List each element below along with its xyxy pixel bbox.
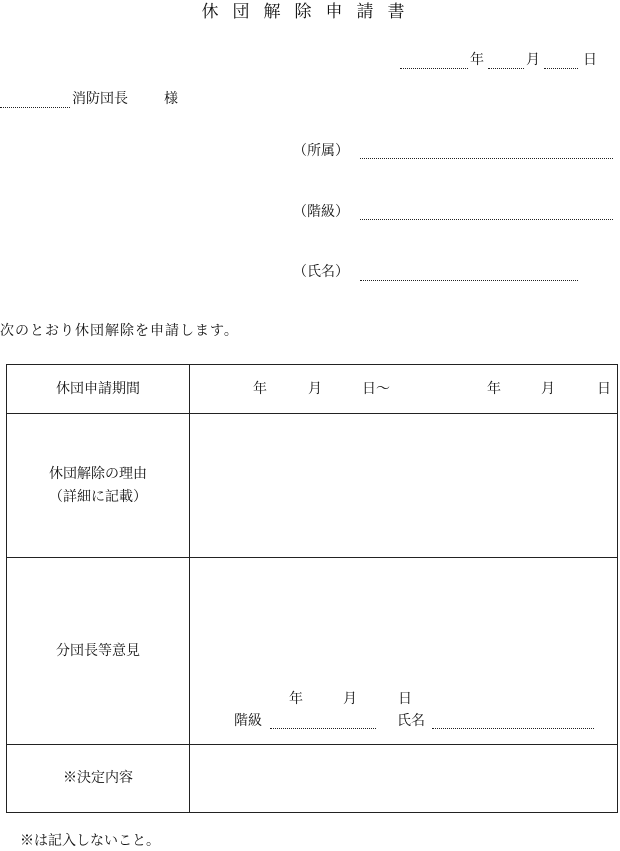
document-title: 休団解除申請書	[201, 2, 419, 22]
period-row	[7, 365, 618, 414]
period-from-day: 日〜	[362, 381, 390, 397]
opinion-name-label: 氏名	[397, 713, 425, 729]
opinion-field[interactable]	[190, 558, 618, 745]
decision-field	[190, 745, 618, 813]
opinion-rank-field[interactable]	[270, 728, 376, 729]
decision-label: ※決定内容	[7, 745, 190, 813]
date-day-label: 日	[583, 52, 597, 68]
addressee-field[interactable]	[0, 107, 70, 108]
opinion-rank-label: 階級	[234, 713, 262, 729]
period-from-month: 月	[308, 381, 322, 397]
period-value[interactable]	[190, 365, 618, 414]
date-year-field[interactable]	[400, 68, 468, 69]
reason-label-line1: 休団解除の理由	[49, 466, 147, 483]
rank-label: （階級）	[293, 204, 349, 220]
date-year-label: 年	[470, 52, 484, 68]
period-label: 休団申請期間	[7, 365, 190, 414]
period-to-year: 年	[487, 381, 501, 397]
opinion-month: 月	[343, 691, 357, 707]
reason-field[interactable]	[190, 414, 618, 558]
opinion-day: 日	[398, 691, 412, 707]
affiliation-field[interactable]	[360, 158, 613, 159]
reason-row	[7, 414, 618, 558]
opinion-label: 分団長等意見	[7, 558, 190, 745]
date-month-field[interactable]	[488, 68, 524, 69]
reason-label-line2: （詳細に記載）	[49, 488, 147, 505]
opinion-name-field[interactable]	[432, 728, 594, 729]
period-to-month: 月	[541, 381, 555, 397]
period-to-day: 日	[597, 381, 611, 397]
opinion-row	[7, 558, 618, 745]
name-label: （氏名）	[293, 264, 349, 280]
name-field[interactable]	[360, 280, 578, 281]
period-from-year: 年	[253, 381, 267, 397]
date-day-field[interactable]	[544, 68, 578, 69]
affiliation-label: （所属）	[293, 143, 349, 159]
addressee-title: 消防団長	[72, 91, 128, 107]
addressee-honorific: 様	[164, 91, 178, 107]
footnote: ※は記入しないこと。	[20, 833, 160, 849]
date-month-label: 月	[526, 52, 540, 68]
application-table	[6, 364, 618, 813]
opinion-year: 年	[289, 691, 303, 707]
rank-field[interactable]	[360, 219, 613, 220]
intro-text: 次のとおり休団解除を申請します。	[0, 323, 239, 339]
decision-row	[7, 745, 618, 813]
reason-label	[7, 414, 190, 558]
